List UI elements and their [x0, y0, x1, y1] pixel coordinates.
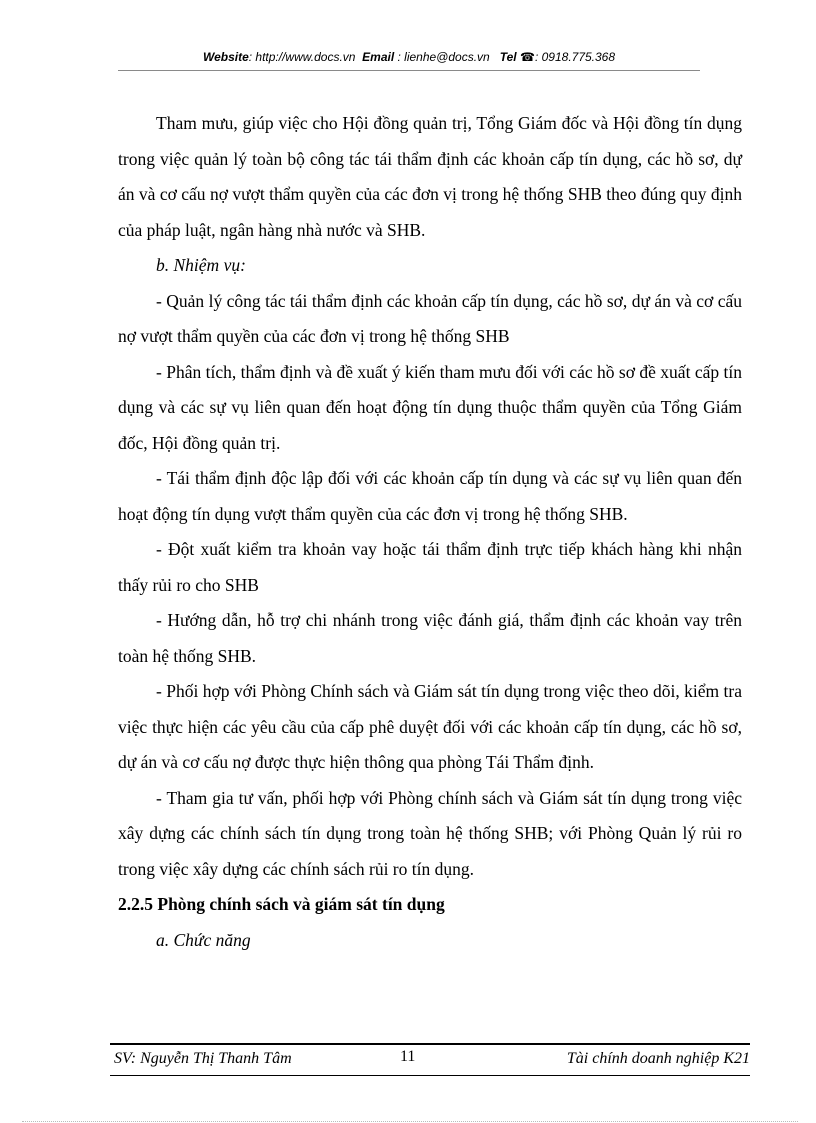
duty-item-2: - Phân tích, thẩm định và đề xuất ý kiến tham mưu đối với các hồ sơ đề xuất cấp tín dụng và các sự vụ liên quan đến hoạt động tín dụng thuộc thẩm quyền của Tổng Giám đốc, Hội đồng quản trị.: [118, 361, 742, 453]
section-heading: 2.2.5 Phòng chính sách và giám sát tín dụng: [118, 894, 445, 914]
footer-divider-bottom: [110, 1075, 750, 1076]
duty-item-5: - Hướng dẫn, hỗ trợ chi nhánh trong việc đánh giá, thẩm định các khoản vay trên toàn hệ thống SHB.: [118, 610, 742, 666]
website-label: Website: [202, 50, 249, 64]
footer-divider-top: [110, 1043, 750, 1045]
intro-paragraph: Tham mưu, giúp việc cho Hội đồng quản trị, Tổng Giám đốc và Hội đồng tín dụng trong việc quản lý toàn bộ công tác tái thẩm định các khoản cấp tín dụng, các hồ sơ, dự án và cơ cấu nợ vượt thẩm quyền của các đơn vị trong hệ thống SHB theo đúng quy định của pháp luật, ngân hàng nhà nước và SHB.: [118, 113, 742, 240]
duties-heading: b. Nhiệm vụ:: [156, 255, 246, 275]
email-value[interactable]: : lienhe@docs.vn: [394, 50, 490, 64]
page-footer: [110, 1048, 750, 1070]
phone-icon: ☎: [520, 50, 535, 64]
page-header: [118, 50, 700, 64]
header-divider: [118, 70, 700, 71]
page-edge-dotted-line: [22, 1121, 798, 1122]
email-label: Email: [362, 50, 395, 64]
tel-label: Tel: [499, 50, 517, 64]
tel-value: : 0918.775.368: [534, 50, 616, 64]
duty-item-6: - Phối hợp với Phòng Chính sách và Giám sát tín dụng trong việc theo dõi, kiểm tra việc thực hiện các yêu cầu của cấp phê duyệt đối với các khoản cấp tín dụng, các hồ sơ, dự án và cơ cấu nợ được thực hiện thông qua phòng Tái Thẩm định.: [118, 681, 742, 772]
footer-author: SV: Nguyễn Thị Thanh Tâm: [114, 1050, 292, 1067]
duty-item-3: - Tái thẩm định độc lập đối với các khoản cấp tín dụng và các sự vụ liên quan đến hoạt động tín dụng vượt thẩm quyền của các đơn vị trong hệ thống SHB.: [118, 468, 742, 524]
duty-item-1: - Quản lý công tác tái thẩm định các khoản cấp tín dụng, các hồ sơ, dự án và cơ cấu nợ vượt thẩm quyền của các đơn vị trong hệ thống SHB: [118, 290, 742, 346]
website-value[interactable]: : http://www.docs.vn: [248, 50, 356, 64]
duty-item-7: - Tham gia tư vấn, phối hợp với Phòng chính sách và Giám sát tín dụng trong việc xây dựng các chính sách tín dụng trong toàn hệ thống SHB; với Phòng Quản lý rủi ro trong việc xây dựng các chính sách rủi ro tín dụng.: [118, 787, 742, 879]
page-number: 11: [400, 1048, 416, 1065]
function-heading: a. Chức năng: [156, 929, 251, 950]
document-body: [118, 106, 742, 958]
duty-item-4: - Đột xuất kiểm tra khoản vay hoặc tái thẩm định trực tiếp khách hàng khi nhận thấy rủi ro cho SHB: [118, 539, 742, 595]
footer-course: Tài chính doanh nghiệp K21: [566, 1050, 750, 1067]
